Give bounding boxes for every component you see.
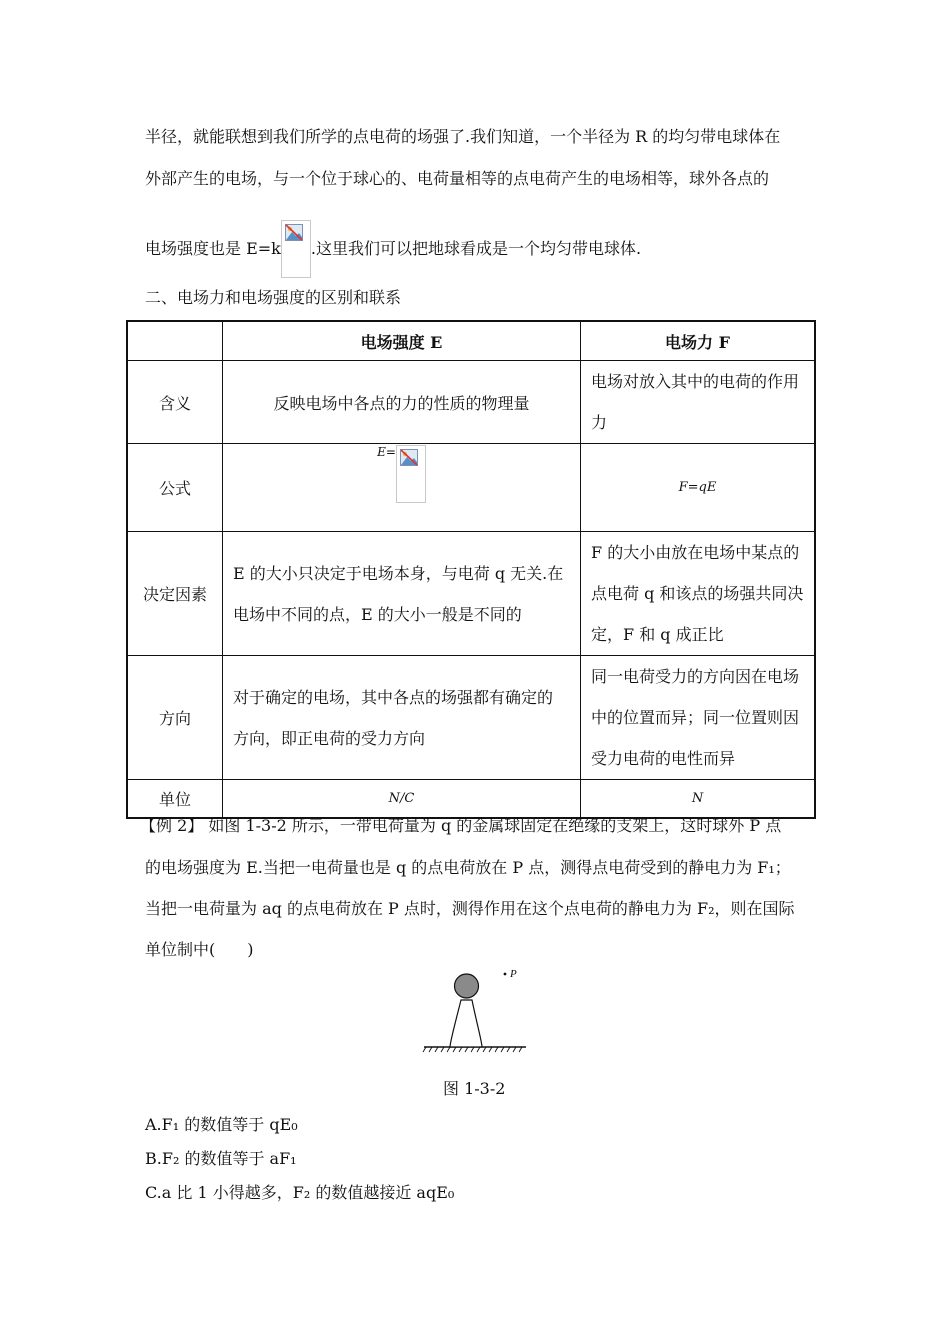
cell-f — [581, 780, 816, 818]
cell-f-line: 电场对放入其中的电荷的作用 — [591, 372, 800, 391]
option-c: C.a 比 1 小得越多，F₂ 的数值越接近 aqE₀ — [145, 1183, 455, 1202]
cell-e-line: 对于确定的电场，其中各点的场强都有确定的 — [233, 687, 554, 707]
example-text: 如图 1-3-2 所示，一带电荷量为 q 的金属球固定在绝缘的支架上，这时球外 P 点 — [203, 816, 782, 835]
cell-e-formula — [223, 444, 581, 532]
formula-image — [396, 445, 426, 503]
cell-f-line: 受力电荷的电性而异 — [591, 749, 736, 768]
table-row — [127, 780, 815, 818]
point-p-dot — [504, 973, 507, 976]
intro-line-3-prefix: 电场强度也是 E=k — [145, 239, 281, 258]
cell-e — [223, 656, 581, 780]
row-label: 含义 — [127, 361, 223, 444]
cell-f-line: 定，F 和 q 成正比 — [591, 625, 724, 644]
example-tag: 【例 2】 — [140, 816, 204, 835]
row-label: 单位 — [127, 780, 223, 818]
cell-f — [581, 361, 816, 444]
cell-f-line: 同一电荷受力的方向因在电场 — [591, 667, 800, 686]
example-line-3: 当把一电荷量为 aq 的点电荷放在 P 点时，测得作用在这个点电荷的静电力为 F₂，则在国际 — [145, 899, 795, 918]
section-heading: 二、电场力和电场强度的区别和联系 — [145, 288, 402, 307]
insulating-stand — [450, 1000, 482, 1047]
figure-caption: 图 1-3-2 — [443, 1079, 506, 1098]
table-row — [127, 532, 815, 656]
comparison-table — [126, 320, 816, 819]
cell-f-line: 点电荷 q 和该点的场强共同决 — [591, 584, 804, 603]
formula-image — [281, 220, 311, 278]
intro-line-2: 外部产生的电场，与一个位于球心的、电荷量相等的点电荷产生的电场相等，球外各点的 — [145, 169, 770, 188]
unit-e: N/C — [388, 790, 415, 806]
header-blank — [127, 321, 223, 361]
unit-f: N — [691, 790, 704, 806]
formula-f: F=qE — [678, 480, 717, 495]
cell-f — [581, 532, 816, 656]
intro-line-3 — [145, 220, 641, 280]
table-row — [127, 361, 815, 444]
cell-e-line: 方向，即正电荷的受力方向 — [233, 728, 426, 748]
cell-f-line: 力 — [591, 413, 608, 432]
cell-e: 反映电场中各点的力的性质的物理量 — [223, 361, 581, 444]
table-header-row — [127, 321, 815, 361]
option-a: A.F₁ 的数值等于 qE₀ — [145, 1115, 298, 1134]
cell-e — [223, 780, 581, 818]
broken-image-icon — [400, 449, 418, 466]
formula-text: E= — [377, 444, 396, 459]
cell-e — [223, 532, 581, 656]
table-row — [127, 444, 815, 532]
cell-f — [581, 656, 816, 780]
broken-image-icon — [285, 224, 303, 241]
point-p-label: P — [510, 968, 517, 980]
intro-line-1: 半径，就能联想到我们所学的点电荷的场强了.我们知道，一个半径为 R 的均匀带电球体在 — [145, 127, 781, 146]
table-row — [127, 656, 815, 780]
option-b: B.F₂ 的数值等于 aF₁ — [145, 1149, 297, 1168]
row-label: 决定因素 — [127, 532, 223, 656]
example-line-1 — [140, 815, 781, 837]
example-line-2: 的电场强度为 E.当把一电荷量也是 q 的点电荷放在 P 点，测得点电荷受到的静电力为 F₁； — [145, 858, 791, 877]
intro-line-3-suffix: .这里我们可以把地球看成是一个均匀带电球体. — [310, 239, 642, 258]
cell-f — [581, 444, 816, 532]
cell-e-line: E 的大小只决定于电场本身，与电荷 q 无关.在 — [233, 563, 564, 583]
header-electric-field: 电场强度 E — [223, 321, 581, 361]
row-label: 方向 — [127, 656, 223, 780]
row-label: 公式 — [127, 444, 223, 532]
metal-sphere — [455, 974, 479, 998]
example-line-4: 单位制中( ) — [145, 940, 254, 959]
cell-f-line: 中的位置而异；同一位置则因 — [591, 708, 800, 727]
header-electric-force: 电场力 F — [581, 321, 816, 361]
cell-e-line: 电场中不同的点，E 的大小一般是不同的 — [233, 604, 522, 624]
ground-hatching — [423, 1047, 522, 1052]
figure-charged-sphere — [420, 962, 530, 1054]
cell-f-line: F 的大小由放在电场中某点的 — [591, 543, 800, 562]
